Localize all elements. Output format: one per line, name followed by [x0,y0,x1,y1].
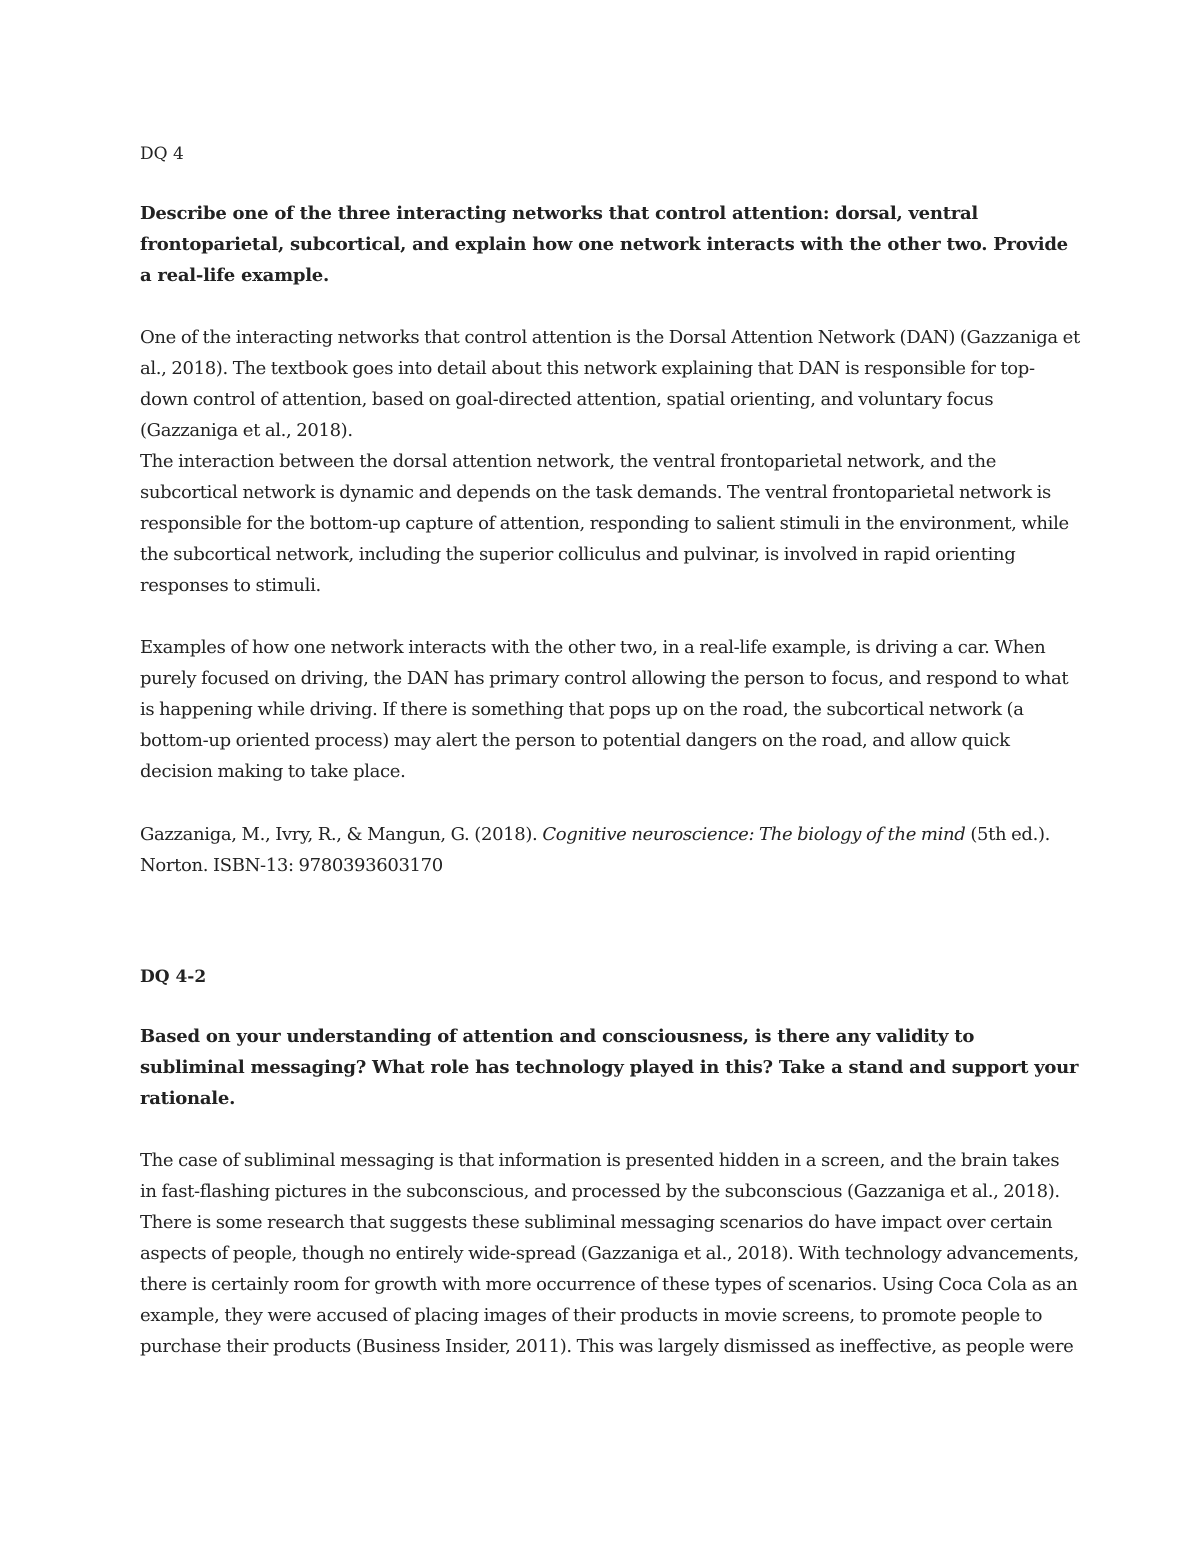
citation-details: (5th ed.). Norton. ISBN-13: 9780393603170 [140,824,1051,876]
citation-authors-year: Gazzaniga, M., Ivry, R., & Mangun, G. (2018). [140,824,543,845]
paragraph: Examples of how one network interacts with the other two, in a real-life example, is driving a car. When purely focused on driving, the DAN has primary control allowing the person to focus, and respond to what is happening while driving. If there is something that pops up on the road, the subcortical network (a bottom-up oriented process) may alert the person to potential dangers on the road, and allow quick decision making to take place. [140,637,1069,782]
section-heading-dq4: DQ 4 [140,144,184,164]
section-heading-dq4-2: DQ 4-2 [140,967,207,987]
question-dq4-2: Based on your understanding of attention and consciousness, is there any validity to subliminal messaging? What role has technology played in this? Take a stand and support your rationale. [140,1026,1079,1109]
question-dq4: Describe one of the three interacting networks that control attention: dorsal, ventral frontoparietal, subcortical, and explain how one network interacts with the other two. Provide a real-life example. [140,203,1068,286]
paragraph: One of the interacting networks that control attention is the Dorsal Attention Network (DAN) (Gazzaniga et al., 2018). The textbook goes into detail about this network explaining that DAN is responsible for top-down control of attention, based on goal-directed attention, spatial orienting, and voluntary focus (Gazzaniga et al., 2018). [140,327,1080,441]
citation-title: Cognitive neuroscience: The biology of the mind [542,824,966,845]
paragraph: The interaction between the dorsal attention network, the ventral frontoparietal network, and the subcortical network is dynamic and depends on the task demands. The ventral frontoparietal network is responsible for the bottom-up capture of attention, responding to salient stimuli in the environment, while the subcortical network, including the superior colliculus and pulvinar, is involved in rapid orienting responses to stimuli. [140,451,1069,596]
answer-dq4 [140,322,1080,601]
reference-citation [140,819,1080,881]
paragraph: The case of subliminal messaging is that information is presented hidden in a screen, and the brain takes in fast-flashing pictures in the subconscious, and processed by the subconscious (Gazzaniga et al., 2018). There is some research that suggests these subliminal messaging scenarios do have impact over certain aspects of people, though no entirely wide-spread (Gazzaniga et al., 2018). With technology advancements, there is certainly room for growth with more occurrence of these types of scenarios. Using Coca Cola as an example, they were accused of placing images of their products in movie screens, to promote people to purchase their products (Business Insider, 2011). This was largely dismissed as ineffective, as people were [140,1150,1079,1357]
